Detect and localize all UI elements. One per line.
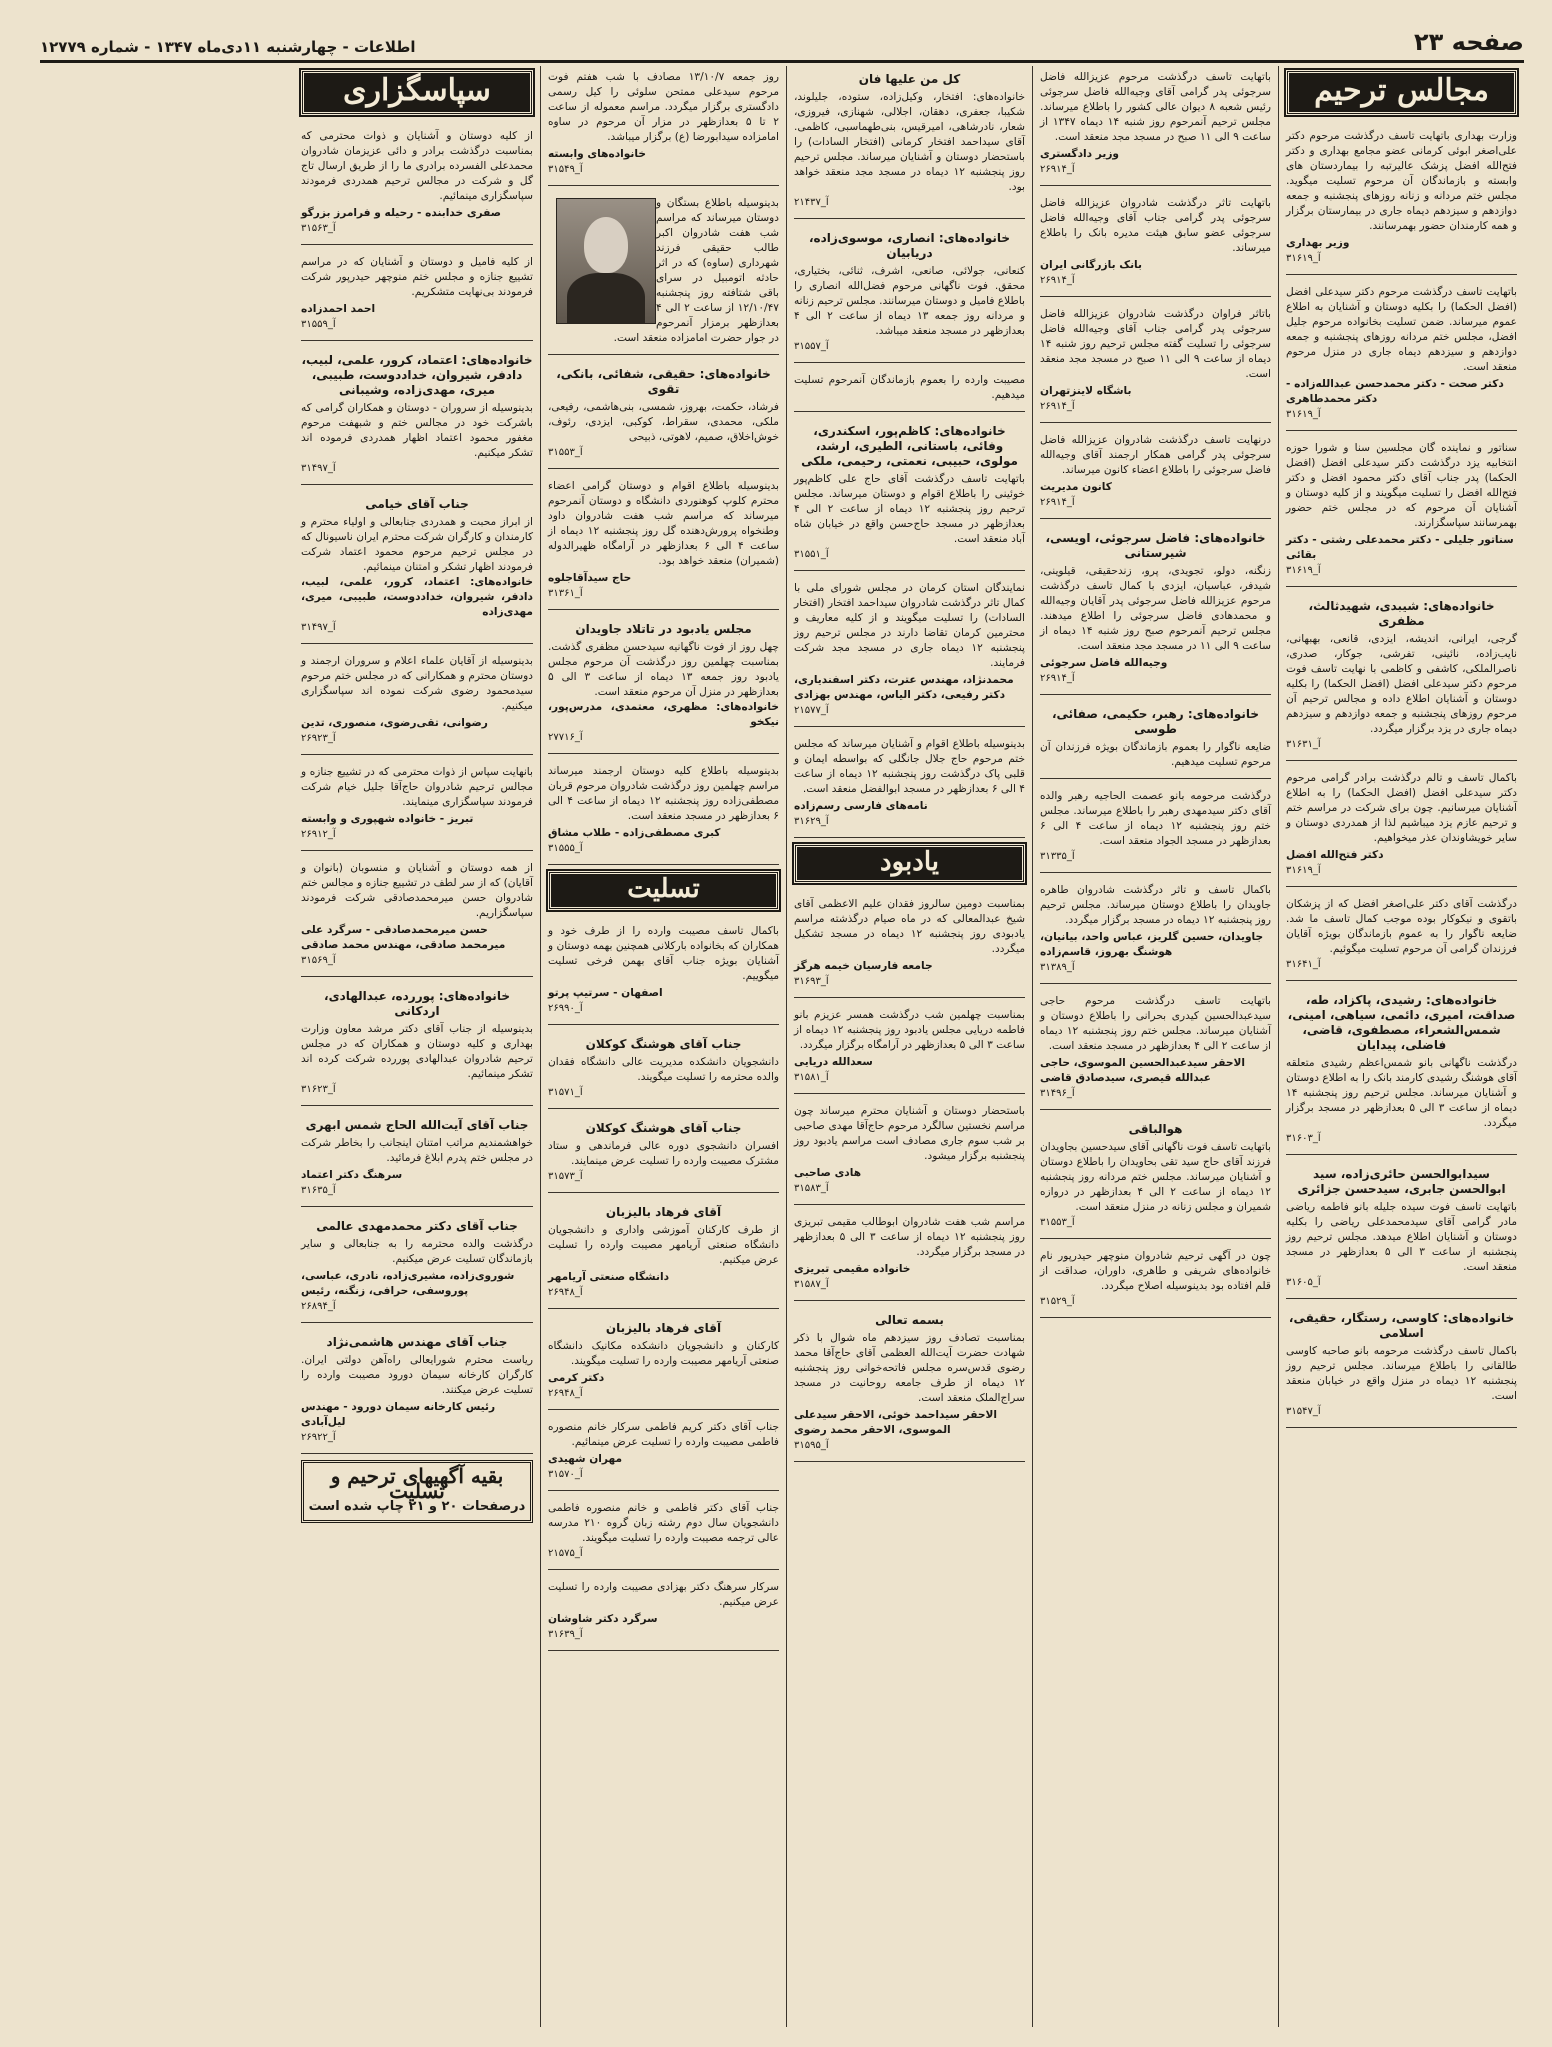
- notice: [1040, 1245, 1271, 1318]
- notice: [548, 1497, 779, 1570]
- notice: [1286, 593, 1517, 761]
- notice-code: آ_۳۱۵۵۳: [1040, 1217, 1075, 1228]
- notice-title: جناب آقای خیامی: [365, 497, 469, 511]
- notice-body: باتاثر فراوان درگذشت شادروان عزیزالله فاضل سرجوئی پدر گرامی جناب آقای وجیه‌الله فاضل سرجوئی را تسلیت گفته مجلس ترحیم روز شنبه ۱۴ دیماه از ساعت ۹ الی ۱۱ صبح در مسجد مجد منعقد است.: [1040, 308, 1271, 380]
- notice-body: باتهایت تاسف فوت سیده جلیله بانو فاطمه ریاضی مادر گرامی آقای سیدمحمدعلی ریاضی را بکلیه دوستان و آشنایان اطلاع میدهد. مجلس ترحیم روز پنجشنبه از ساعت ۳ الی ۵ بعدازظهر در مسجد منعقد است.: [1286, 1201, 1517, 1273]
- notice-signature: باشگاه لاینزتهران: [1040, 385, 1132, 397]
- notice-body: باستحضار دوستان و آشنایان محترم میرساند چون مراسم نخستین سالگرد مرحوم حاج‌آقا مهدی صاحبی بر شب سوم جاری مصادف است مراسم یادبود روز پنجشنبه برگزار میشود.: [794, 1105, 1025, 1162]
- notice-title: خانواده‌های: انصاری، موسوی‌زاده، دریابیان: [808, 231, 1011, 260]
- section-header-thanks: سپاسگزاری: [301, 70, 533, 115]
- notice-families: خانواده‌های: مظهری، معتمدی، مدرس‌پور، نیکخو: [548, 701, 779, 728]
- notice: [1040, 990, 1271, 1110]
- notice-signature: دکتر فتح‌الله افضل: [1286, 849, 1384, 861]
- notice-signature: رئیس کارخانه سیمان دورود - مهندس لیل‌آبادی: [301, 1401, 496, 1428]
- notice-body: گرجی، ایرانی، اندیشه، ایزدی، قانعی، بهبهانی، نایب‌زاده، نائینی، تفرشی، جوکار، صدری، ناصرالملکی، کاشفی و کاظمی با نهایت تاسف فوت مرحوم دکتر سیدعلی افضل (افضل الحکما) را بکلیه دوستان و آشنایان اطلاع داده و مجالس ترحیم آن مرحوم روزهای پنجشنبه و جمعه دوازدهم و سیزدهم دیماه جاری در یزد برگزار میگردد.: [1286, 633, 1517, 735]
- notice-title: جناب آقای دکتر محمدمهدی عالمی: [316, 1219, 518, 1233]
- notice-code: آ_۳۱۵۲۹: [1040, 1296, 1075, 1307]
- notice-signature: وزیر دادگستری: [1040, 148, 1120, 160]
- notice: [1286, 437, 1517, 587]
- notice: [794, 225, 1025, 363]
- notice-code: آ_۳۱۶۳۵: [301, 1185, 336, 1196]
- notice-code: آ_۳۱۵۵۹: [301, 319, 336, 330]
- notice: [548, 66, 779, 186]
- notice-body: مراسم شب هفت شادروان ابوطالب مقیمی تبریزی روز پنجشنبه ۱۲ دیماه از ساعت ۳ الی ۵ بعدازظهر در مسجد برگزار میگردد.: [794, 1216, 1025, 1258]
- column-1: [1278, 66, 1524, 2027]
- notice-body: درگذشت مرحومه بانو عصمت الحاجیه رهبر والده آقای دکتر سیدمهدی رهبر را باطلاع میرساند. مجلس ختم روز پنجشنبه ۱۲ دیماه از ساعت ۴ الی ۶ بعدازظهر در مسجد الجواد منعقد است.: [1040, 790, 1271, 847]
- notice: [794, 1004, 1025, 1094]
- notice-code: آ_۳۱۵۸۷: [794, 1279, 829, 1290]
- portrait-head: [584, 217, 628, 273]
- notice-title: خانواده‌های: کاوسی، رستگار، حقیقی، اسلامی: [1288, 1311, 1515, 1340]
- notice-body: درگذشت آقای دکتر علی‌اصغر افضل که از پزشکان باتقوی و نیکوکار بوده موجب کمال تاسف ما شد. ضایعه ناگوار را به عموم بازماندگان بویژه آقایان فرزندان گرامی آن مرحوم تسلیت میگوئیم.: [1286, 898, 1517, 955]
- column-5: [294, 66, 540, 2027]
- notice-title: خانواده‌های: پوررده، عبدالهادی، اردکانی: [324, 989, 510, 1018]
- notice-code: آ_۳۱۳۸۹: [1040, 962, 1075, 973]
- notice-signature: سعدالله دریایی: [794, 1056, 873, 1068]
- notice-code: آ_۳۱۶۹۳: [794, 976, 829, 987]
- notice-body: کنعانی، جولائی، صانعی، اشرف، ثنائی، بختیاری، محقق. فوت ناگهانی مرحوم فضل‌الله انصاری را باطلاع فامیل و دوستان میرسانند. مجلس ترحیم زنانه و مردانه روز جمعه ۱۳ دیماه از ساعت ۲ الی ۴ بعدازظهر در مسجد منعقد میباشد.: [794, 265, 1025, 337]
- notice: [1286, 1161, 1517, 1299]
- notice: [301, 1213, 533, 1323]
- notice-body: بدینوسیله باطلاع اقوام و آشنایان میرساند که مجلس ختم مرحوم حاج جلال جانگلی که بواسطه ایمان و قلبی پاک درگذشت روز پنجشنبه ۱۲ دیماه از ساعت ۴ الی ۶ بعدازظهر در مسجد ابوالفضل منعقد است.: [794, 738, 1025, 795]
- notice-body: چهل روز از فوت ناگهانیه سیدحسن مظفری گذشت. بمناسبت چهلمین روز درگذشت آن مرحوم مجلس یادبود روز جمعه ۱۳ دیماه از ساعت ۳ الی ۵ بعدازظهر در منزل آن مرحوم منعقد است.: [548, 641, 779, 698]
- notice-signature: سرهنگ دکتر اعتماد: [301, 1169, 403, 1181]
- notice-body: نمایندگان استان کرمان در مجلس شورای ملی با کمال تاثر درگذشت شادروان سیداحمد افتخار (افتخار السادات) را تسلیت میگویند و از کلیه معاریف و محترمین کرمان تقاضا دارند در مجلس ترحیم روز پنجشنبه ۱۲ دیماه جاری در مسجد مجد شرکت فرمایند.: [794, 582, 1025, 669]
- notice-body: سرکار سرهنگ دکتر بهزادی مصیبت وارده را تسلیت عرض میکنیم.: [548, 1581, 779, 1608]
- notice-body: باتهایت تاسف درگذشت آقای حاج علی کاظم‌پور خوئینی را باطلاع اقوام و دوستان میرساند. مجلس ترحیم روز پنجشنبه ۱۲ دیماه از ساعت ۲ الی ۴ بعدازظهر در مسجد حاج‌حسن واقع در خیابان شاه آباد منعقد است.: [794, 473, 1025, 545]
- notice-code: آ_۳۱۵۵۵: [548, 843, 583, 854]
- notice-code: آ_۳۱۶۰۳: [1286, 1133, 1321, 1144]
- notice: [794, 1100, 1025, 1205]
- notice-body: دانشجویان دانشکده مدیریت عالی دانشگاه فقدان والده محترمه را تسلیت میگویند.: [548, 1056, 779, 1083]
- notice-title: خانواده‌های: کاظم‌پور، اسکندری، وفائی، باستانی، الطیری، ارشد، مولوی، حبیبی، نعمتی، رحیمی، ملکی: [801, 424, 1018, 468]
- notice: [1040, 66, 1271, 186]
- notice-body: باتهایت تاسف درگذشت مرحوم دکتر سیدعلی افضل (افضل الحکما) را بکلیه دوستان و آشنایان به اطلاع عموم میرساند. ضمن تسلیت بخانواده مرحوم جلیل افضل، مجلس ختم مردانه روزهای پنجشنبه و جمعه دوازدهم و سیزدهم دیماه جاری در منزل مرحوم منعقد است.: [1286, 286, 1517, 373]
- notice-code: آ_۲۷۷۱۶: [548, 732, 583, 743]
- notice-code: آ_۳۱۶۱۹: [1286, 865, 1321, 876]
- notice-code: آ_۳۱۶۳۹: [548, 1629, 583, 1640]
- notice-body: بانهایت سپاس از ذوات محترمی که در تشییع جنازه و مجالس ترحیم شادروان حاج‌آقا جلیل خیام شرکت فرمودند سپاسگزاری مینمایند.: [301, 766, 533, 808]
- notice-body: جناب آقای دکتر کریم فاطمی سرکار خانم منصوره فاطمی مصیبت وارده را تسلیت عرض مینمائیم.: [548, 1421, 779, 1448]
- notice-code: آ_۳۱۵۷۱: [548, 1087, 583, 1098]
- notice-signature: حسن میرمحمدصادقی - سرگرد علی میرمحمد صادقی، مهندس محمد صادقی: [301, 924, 506, 951]
- masthead: [40, 26, 1524, 63]
- notice-signature: محمدنژاد، مهندس عترت، دکتر اسفندیاری، دکتر رفیعی، دکتر الیاس، مهندس بهزادی: [794, 674, 1014, 701]
- notice-title: جناب آقای آیت‌الله الحاج شمس ابهری: [305, 1118, 529, 1132]
- notice: [301, 857, 533, 977]
- notice-body: چون در آگهی ترحیم شادروان منوچهر حیدرپور نام خانواده‌های شریفی و طاهری، داوران، صداقت از قلم افتاده بود بدینوسیله اصلاح میگردد.: [1040, 1250, 1271, 1292]
- notice-body: فرشاد، حکمت، بهروز، شمسی، بنی‌هاشمی، رفیعی، ملکی، محمدی، سقراط، کوکبی، ایزدی، رئوف، خوش‌اخلاق، صمیم، لاهوتی، ذبیحی: [548, 401, 779, 443]
- notice: [301, 761, 533, 851]
- notice-code: آ_۲۶۹۱۴: [1040, 497, 1075, 508]
- notice-body: از همه دوستان و آشنایان و منسوبان (بانوان و آقایان) که از سر لطف در تشییع جنازه و مجالس ختم شادروان حسن میرمحمدصادقی شرکت فرمودند سپاسگزاریم.: [301, 862, 533, 919]
- notice-code: آ_۳۱۳۳۵: [1040, 851, 1075, 862]
- notice-signature: جاویدان، حسین گلریز، عباس واحد، بیانیان، هوشنگ بهروز، قاسم‌زاده: [1040, 931, 1264, 958]
- notice: [1286, 893, 1517, 981]
- notice: [794, 577, 1025, 727]
- notice-body: بدینوسیله باطلاع اقوام و دوستان گرامی اعضاء محترم کلوپ کوهنوردی دانشگاه و دوستان آنمرحوم میرساند که مراسم شب هفت شادروان داود وطنخواه پرورش‌دهنده گل روز پنجشنبه ۱۲ دیماه از ساعت ۴ الی ۶ بعدازظهر در آرامگاه ظهیرالدوله (شمیران) منعقد خواهد بود.: [548, 480, 779, 567]
- notice-title: سیدابوالحسن حائری‌زاده، سید ابوالحسن جابری، سیدحسن جزائری: [1297, 1167, 1506, 1196]
- notice-body: ضایعه ناگوار را بعموم بازماندگان بویژه فرزندان آن مرحوم تسلیت میدهیم.: [1040, 741, 1271, 768]
- notice-code: آ_۳۱۵۹۵: [794, 1440, 829, 1451]
- notice: [794, 369, 1025, 412]
- notice-signature: صفری خدابنده - رحیله و فرامرز بزرگو: [301, 207, 502, 219]
- notice-body: خواهشمندیم مراتب امتنان اینجانب را بخاطر شرکت در مجلس ختم پدرم ابلاغ فرمائید.: [301, 1137, 533, 1164]
- notice: [1040, 785, 1271, 873]
- portrait-photo: [556, 198, 656, 324]
- notice: [1040, 1116, 1271, 1239]
- column-2: [1032, 66, 1278, 2027]
- notice-code: آ_۳۱۶۲۹: [794, 816, 829, 827]
- continued-title: بقیه آگهیهای ترحیم و تسلیت: [330, 1464, 504, 1503]
- notice-signature: شوروی‌زاده، مشیری‌زاده، نادری، عباسی، پوروسفی، حرافی، زنگنه، رئیس: [301, 1270, 515, 1297]
- notice-code: آ_۳۱۶۲۳: [301, 1084, 336, 1095]
- column-4: [540, 66, 786, 2027]
- page-number: صفحه ۲۳: [1414, 28, 1524, 56]
- notice: [301, 491, 533, 644]
- notice-code: آ_۲۶۹۲۳: [301, 733, 336, 744]
- notice-code: آ_۳۱۶۱۹: [1286, 253, 1321, 264]
- notice: [794, 893, 1025, 998]
- notice: [548, 616, 779, 754]
- notice: [548, 1416, 779, 1491]
- notice-signature: بانک بازرگانی ایران: [1040, 259, 1143, 271]
- notice-body: بدینوسیله از سروران - دوستان و همکاران گرامی که باشرکت خود در مجالس ختم و شبهفت مرحوم مغفور محمود اعتماد اظهار همدردی فرموده اند تشکر میکنیم.: [301, 402, 533, 459]
- notice-body: روز جمعه ۱۳/۱۰/۷ مصادف با شب هفتم فوت مرحوم سیدعلی ممتحن سلوئی را کیل رسمی دادگستری برگزار میگردد. مراسم معموله از ساعت ۲ تا ۵ بعدازظهر در مزار آن مرحوم در ساوه امامزاده سیدابورضا (ع) برگزار میباشد.: [548, 71, 779, 143]
- notice-title: جناب آقای هوشنگ کوکلان: [585, 1037, 742, 1051]
- notice-signature: سناتور جلیلی - دکتر محمدعلی رشتی - دکتر بقائی: [1286, 534, 1514, 561]
- notice-code: آ_۳۱۴۹۷: [301, 463, 336, 474]
- notice-signature: مهران شهیدی: [548, 1453, 623, 1465]
- notice-code: آ_۳۱۵۶۹: [301, 955, 336, 966]
- notice-body: باکمال تاسف و تالم درگذشت برادر گرامی مرحوم دکتر سیدعلی افضل (افضل الحکما) را به اطلاع آشنایان میرسانیم. چون برای شرکت در مراسم ختم و ترحیم عازم یزد میباشیم لذا از همدردی دوستان و سایر خویشاوندان عذر میخواهیم.: [1286, 772, 1517, 844]
- notice: [548, 1315, 779, 1410]
- notice-code: آ_۲۶۹۱۲: [301, 829, 336, 840]
- continued-notice-box: [301, 1460, 533, 1523]
- notice: [548, 1199, 779, 1309]
- notice-signature: وزیر بهداری: [1286, 237, 1350, 249]
- notice-title: خانواده‌های: فاضل سرجوئی، اویسی، شیرستانی: [1045, 531, 1266, 560]
- notice-title: خانواده‌های: رشیدی، پاکزاد، طه، صداقت، امیری، دائمی، سیاهی، امینی، شمس‌الشعراء، مصطفوی، قاضی، فاضلی، پیدایان: [1287, 993, 1516, 1052]
- notice-code: آ_۲۶۹۴۸: [548, 1388, 583, 1399]
- notice-body: خانواده‌های: افتخار، وکیل‌زاده، ستوده، جلیلوند، شکیبا، جعفری، دهقان، اجلالی، شهنازی، فیروزی، شعار، نادرشاهی، امیرقیس، بنی‌طهماسبی، کاظمی. آقای سیداحمد افتخار کرمانی (افتخار السادات) را باستحضار دوستان و آشنایان میرساند. مجلس ترحیم روز پنجشنبه ۱۲ دیماه در مسجد مجد منعقد خواهد بود.: [794, 91, 1026, 193]
- notice: [548, 475, 779, 610]
- notice-title: جناب آقای هوشنگ کوکلان: [585, 1121, 742, 1135]
- notice-body: جناب آقای دکتر فاطمی و خانم منصوره فاطمی دانشجویان سال دوم رشته زبان گروه ۲۱۰ مدرسه عالی ترجمه مصیبت وارده را تسلیت میگویند.: [548, 1502, 779, 1544]
- notice-title: مجلس یادبود در تاتلاد جاویدان: [575, 622, 752, 636]
- continued-pages: درصفحات ۲۰ و ۲۱ چاپ شده است: [308, 1499, 526, 1514]
- notice-code: آ_۳۱۵۶۳: [301, 223, 336, 234]
- notice: [301, 347, 533, 485]
- notice-code: آ_۳۱۶۱۹: [1286, 565, 1321, 576]
- notice-code: آ_۳۱۵۷۳: [548, 1171, 583, 1182]
- notice: [301, 1112, 533, 1207]
- notice: [794, 733, 1025, 838]
- notice-signature: دکتر کرمی: [548, 1372, 605, 1384]
- notice-signature: خانواده‌های وابسته: [548, 148, 646, 160]
- notice-code: آ_۲۶۹۱۴: [1040, 673, 1075, 684]
- issue-line: اطلاعات - چهارشنبه ۱۱دی‌ماه ۱۳۴۷ - شماره ۱۲۷۷۹: [40, 38, 416, 56]
- notice-signature: خانواده مقیمی تبریزی: [794, 1263, 911, 1275]
- notice-code: آ_۲۱۵۷۵: [548, 1548, 583, 1559]
- notice-body: باتهایت تاسف درگذشت مرحوم عزیزالله فاضل سرجوئی پدر گرامی آقای وجیه‌الله فاضل سرجوئی رئیس شعبه ۸ دیوان عالی کشور را باطلاع میرساند. مجلس ترحیم آنمرحوم روز شنبه ۱۴ دیماه ۱۳۴۷ از ساعت ۹ الی ۱۱ صبح در مسجد مجد منعقد است.: [1040, 71, 1271, 143]
- notice: [1286, 125, 1517, 275]
- notice: [548, 920, 779, 1025]
- notice-body: مصیبت وارده را بعموم بازماندگان آنمرحوم تسلیت میدهیم.: [794, 374, 1025, 401]
- notice-title: هوالباقی: [1128, 1122, 1183, 1136]
- notice-body: از طرف کارکنان آموزشی واداری و دانشجویان دانشگاه صنعتی آریامهر مصیبت وارده را تسلیت عرض میکنیم.: [548, 1224, 779, 1266]
- notice-code: آ_۳۱۶۴۱: [1286, 959, 1321, 970]
- section-header: تسلیت: [548, 871, 779, 910]
- notice: [301, 251, 533, 341]
- notice-code: آ_۳۱۵۷۰: [548, 1469, 583, 1480]
- notice: [1040, 192, 1271, 297]
- notice-signature: تبریز - خانواده شهپوری و وابسته: [301, 813, 474, 825]
- notice-signature: نامه‌های فارسی رسم‌زاده: [794, 800, 928, 812]
- notice-code: آ_۳۱۵۵۷: [794, 341, 829, 352]
- columns: [40, 66, 1524, 2027]
- notice: [1286, 767, 1517, 887]
- notice-code: آ_۳۱۵۸۱: [794, 1072, 829, 1083]
- notice-code: آ_۳۱۵۴۹: [548, 164, 583, 175]
- notice: [301, 125, 533, 245]
- notice-code: آ_۲۶۸۹۴: [301, 1301, 336, 1312]
- notice: [1040, 879, 1271, 984]
- notice-body: بمناسبت دومین سالروز فقدان علیم الاعظمی آقای شیخ عبدالمعالی که در ماه صیام درگذشته مراسم یادبودی روز پنجشنبه ۱۲ دیماه در مسجد تشکیل میگردد.: [794, 898, 1025, 955]
- notice-code: آ_۳۱۶۳۱: [1286, 739, 1321, 750]
- notice-signature: وجیه‌الله فاضل سرجوئی: [1040, 657, 1168, 669]
- notice-code: آ_۳۱۴۹۷: [301, 622, 336, 633]
- notice-title: آقای فرهاد بالیزبان: [605, 1321, 722, 1335]
- notice-body: سناتور و نماینده گان مجلسین سنا و شورا حوزه انتخابیه یزد درگذشت دکتر سیدعلی افضل (افضل الحکما) پدر جناب آقای دکتر محمود افضل و دکتر فتح‌الله افضل را تسلیت میگویند و از کلیه دوستان و آشنایان آن مرحوم که در مجلس ختم حضور بهمرسانند سپاسگزارند.: [1286, 442, 1517, 529]
- notice-title: آقای فرهاد بالیزبان: [605, 1205, 722, 1219]
- notice: [301, 983, 533, 1106]
- notice-body: درگذشت والده محترمه را به جنابعالی و سایر بازماندگان تسلیت عرض میکنیم.: [301, 1238, 533, 1265]
- notice-code: آ_۳۱۶۰۵: [1286, 1277, 1321, 1288]
- notice-body: افسران دانشجوی دوره عالی فرماندهی و ستاد مشترک مصیبت وارده را تسلیت عرض مینمایند.: [548, 1140, 779, 1167]
- notice-body: باکمال تاسف مصیبت وارده را از طرف خود و همکاران که بخانواده بارکلانی همچنین بهمه دوستان و آشنایان بویژه جناب آقای بهمن فرخی تسلیت میگوییم.: [548, 925, 779, 982]
- notice-code: آ_۲۶۹۱۴: [1040, 164, 1075, 175]
- notice-code: آ_۲۱۵۷۷: [794, 705, 829, 716]
- notice-code: آ_۳۱۶۱۹: [1286, 409, 1321, 420]
- notice-signature: دانشگاه صنعتی آریامهر: [548, 1271, 670, 1283]
- notice-body: باکمال تاسف درگذشت مرحومه بانو صاحبه کاوسی طالقانی را باطلاع میرساند. مجلس ترحیم روز پنجشنبه ۱۲ دیماه در منزل واقع در خیابان منعقد است.: [1286, 1345, 1517, 1402]
- portrait-body: [567, 273, 645, 324]
- notice-code: آ_۳۱۳۶۱: [548, 588, 583, 599]
- notice-signature: سرگرد دکتر شاوشان: [548, 1613, 658, 1625]
- notice-body: بمناسبت تصادف روز سیزدهم ماه شوال با ذکر شهادت حضرت آیت‌الله العظمی آقای حاج‌آقا محمد رضوی قدس‌سره مجلس فاتحه‌خوانی روز پنجشنبه ۱۲ دیماه از طرف جامعه روحانیت در مسجد سراج‌الملک منعقد است.: [794, 1332, 1025, 1404]
- notice-families: خانواده‌های: اعتماد، کرور، علمی، لبیب، دادفر، شیروان، خداددوست، طبیبی، میری، مهدی‌زاده: [301, 576, 533, 618]
- notice-body: بدینوسیله باطلاع کلیه دوستان ارجمند میرساند مراسم چهلمین روز درگذشت شادروان مرحوم قربان مصطفی‌زاده روز پنجشنبه ۱۲ دیماه از ساعت ۴ الی ۶ بعدازظهر در مسجد منعقد است.: [548, 765, 780, 822]
- notice-title: بسمه تعالی: [875, 1313, 944, 1327]
- notice-signature: کبری مصطفی‌زاده - طلاب مشاق: [548, 827, 721, 839]
- notice-code: آ_۳۱۴۹۶: [1040, 1088, 1075, 1099]
- notice: [794, 1211, 1025, 1301]
- notice: [548, 192, 779, 355]
- notice-code: آ_۳۱۵۵۳: [548, 447, 583, 458]
- notice-body: بدینوسیله از آقایان علماء اعلام و سروران ارجمند و دوستان محترم و همکارانی که در مجلس ختم مرحوم سیدمحمود رضوی شرکت نموده اند سپاسگزاری میکنیم.: [301, 655, 533, 712]
- notice-signature: الاحقر سیدعبدالحسین الموسوی، حاجی عبدالله قیصری، سیدصادق قاضی: [1040, 1057, 1245, 1084]
- notice-signature: دکتر صحت - دکتر محمدحسن عبدالله‌زاده - دکتر محمدطاهری: [1286, 378, 1504, 405]
- notice-body: بدینوسیله از جناب آقای دکتر مرشد معاون وزارت بهداری و کلیه دوستان و همکاران که در مجلس ترحیم شادروان عبدالهادی پوررده شرکت کرده اند تشکر مینمائیم.: [301, 1023, 533, 1080]
- notice: [548, 361, 779, 469]
- notice-code: آ_۳۱۵۵۱: [794, 549, 829, 560]
- notice-body: کارکنان و دانشجویان دانشکده مکانیک دانشگاه صنعتی آریامهر مصیبت وارده را تسلیت میگویند.: [548, 1340, 779, 1367]
- notice-body: از کلیه فامیل و دوستان و آشنایان که در مراسم تشییع جنازه و مجلس ختم منوچهر حیدرپور شرکت فرمودند بی‌نهایت متشکریم.: [301, 256, 533, 298]
- notice: [301, 1329, 533, 1454]
- notice: [794, 66, 1025, 219]
- notice-body: درنهایت تاسف درگذشت شادروان عزیزالله فاضل سرجوئی پدر گرامی همکار ارجمند آقای وجیه‌الله فاضل سرجوئی را باطلاع اعضاء کانون میرساند.: [1040, 434, 1271, 476]
- notice-body: باتهایت تاسف درگذشت مرحوم حاجی سیدعبدالحسین کیدری بحرانی را باطلاع دوستان و آشنایان میرساند. مجلس ختم روز پنجشنبه ۱۲ دیماه از ساعت ۲ الی ۴ بعدازظهر در مسجد منعقد است.: [1040, 995, 1272, 1052]
- notice-body: وزارت بهداری باتهایت تاسف درگذشت مرحوم دکتر علی‌اصغر ابوئی کرمانی عضو مجامع بهداری و دکتر فتح‌الله افضل پزشک عالیرتبه را بیماردستان های وابسته و بازماندگان آن مرحوم تسلیت میگوید. مجلس ختم مردانه و زنانه روزهای پنجشنبه و جمعه دوازدهم و سیزدهم دیماه جاری در بیمارستان برگزار و همه کارمندان حضور بهمرسانند.: [1286, 130, 1517, 232]
- notice-signature: هادی صاحبی: [794, 1167, 862, 1179]
- notice: [548, 1115, 779, 1193]
- notice-title: کل من علیها فان: [858, 72, 961, 86]
- notice-code: آ_۳۱۵۴۷: [1286, 1406, 1321, 1417]
- notice-code: آ_۳۱۵۸۳: [794, 1183, 829, 1194]
- notice-title: جناب آقای مهندس هاشمی‌نژاد: [326, 1335, 508, 1349]
- notice-body: باکمال تاسف و تاثر درگذشت شادروان طاهره جاویدان را باطلاع دوستان میرساند. مجلس ترحیم روز پنجشنبه ۱۲ دیماه در مسجد برگزار میگردد.: [1040, 884, 1271, 926]
- notice-code: آ_۲۶۹۹۰: [548, 1003, 583, 1014]
- notice-signature: کانون مدیریت: [1040, 481, 1112, 493]
- notice-code: آ_۲۶۹۴۸: [548, 1287, 583, 1298]
- notice: [548, 1031, 779, 1109]
- notice: [794, 1307, 1025, 1462]
- notice-signature: الاحقر سیداحمد خوئی، الاحقر سیدعلی الموسوی، الاحقر محمد رضوی: [794, 1409, 997, 1436]
- notice: [794, 418, 1025, 571]
- notice-body: ریاست محترم شورایعالی راه‌آهن دولتی ایران. کارگران کارخانه سیمان دورود مصیبت وارده را تسلیت عرض میکنند.: [301, 1354, 533, 1396]
- notice: [1040, 303, 1271, 423]
- notice-body: درگذشت ناگهانی بانو شمس‌اعظم رشیدی متعلقه آقای هوشنگ رشیدی کارمند بانک را به اطلاع دوستان و آشنایان میرساند. مجلس ترحیم روز پنجشنبه ۱۴ دیماه از ساعت ۳ الی ۵ بعدازظهر در مسجد برگزار میگردد.: [1286, 1057, 1517, 1129]
- notice: [1040, 429, 1271, 519]
- notice-body: زنگنه، دولو، تجویدی، پرو، زندحقیقی، قیلوینی، شیدفر، عباسیان، ایزدی با کمال تاسف درگذشت مرحوم عزیزالله فاضل سرجوئی پدر آقایان وجیه‌الله و محمدهادی فاضل سرجوئی را اطلاع میدهند. مجلس ترحیم آنمرحوم صبح روز شنبه ۱۴ دیماه از ساعت ۹ الی ۱۱ در مسجد مجد منعقد است.: [1040, 565, 1271, 652]
- notice-signature: رضوانی، تقی‌رضوی، منصوری، تدین: [301, 717, 488, 729]
- notice-body: بمناسبت چهلمین شب درگذشت همسر عزیزم بانو فاطمه دریایی مجلس یادبود روز پنجشنبه ۱۲ دیماه از ساعت ۳ الی ۵ بعدازظهر در آرامگاه برگزار میگردد.: [794, 1009, 1025, 1051]
- notice: [1286, 987, 1517, 1155]
- notice-title: خانواده‌های: حقیقی، شفائی، بانکی، تقوی: [556, 367, 771, 396]
- notice: [1040, 525, 1271, 695]
- notice-body: باتهایت تاثر درگذشت شادروان عزیزالله فاضل سرجوئی پدر گرامی جناب آقای وجیه‌الله فاضل سرجوئی عضو سابق هیئت مدیره بانک را باطلاع میرساند.: [1040, 197, 1271, 254]
- notice-title: خانواده‌های: شیبدی، شهیدثالث، مظفری: [1308, 599, 1495, 628]
- notice-body: بدینوسیله باطلاع بستگان و دوستان میرساند که مراسم شب هفت شادروان اکبر طالب حقیقی فرزند شهرداری (ساوه) که در اثر حادثه اتومبیل در سرای باقی شتافته روز پنجشنبه ۱۲/۱۰/۴۷ از ساعت ۲ الی ۴ بعدازظهر برمزار آنمرحوم در جوار حضرت امامزاده منعقد است.: [613, 197, 779, 344]
- notice-body: از کلیه دوستان و آشنایان و ذوات محترمی که بمناسبت درگذشت برادر و دائی عزیزمان شادروان محمدعلی الفسرده برادری ما را از طریق ارسال تاج گل و شرکت در مجالس ترحیم همدردی فرمودند سپاسگزاری مینمائیم.: [301, 130, 533, 202]
- notice-signature: حاج سیدآقاجلوه: [548, 572, 632, 584]
- notice: [548, 1576, 779, 1651]
- notice-signature: احمد احمدزاده: [301, 303, 376, 315]
- notice-title: خانواده‌های: اعتماد، کرور، علمی، لبیب، دادفر، شیروان، خداددوست، طبیبی، میری، مهدی‌زاده، وشیبانی: [301, 353, 533, 397]
- section-header-mourning: مجالس ترحیم: [1286, 70, 1517, 115]
- notice: [301, 650, 533, 755]
- notice-code: آ_۲۶۹۱۴: [1040, 275, 1075, 286]
- notice: [1040, 701, 1271, 779]
- notice-title: خانواده‌های: رهبر، حکیمی، صفائی، طوسی: [1051, 707, 1260, 736]
- notice-body: از ابراز محبت و همدردی جنابعالی و اولیاء محترم و کارمندان و کارگران شرکت محترم ایران ناسیونال که در مجلس ترحیم مرحوم محمود اعتماد شرکت فرمودند اظهار تشکر و امتنان مینمائیم.: [301, 516, 533, 573]
- notice: [1286, 281, 1517, 431]
- notice-code: آ_۲۶۹۱۴: [1040, 401, 1075, 412]
- notice-signature: اصفهان - سرتیپ پرتو: [548, 987, 663, 999]
- notice: [1286, 1305, 1517, 1428]
- notice-signature: جامعه فارسیان خیمه هرگز: [794, 960, 933, 972]
- column-3: [786, 66, 1032, 2027]
- notice-code: آ_۲۱۴۳۷: [794, 197, 829, 208]
- section-header: یادبود: [794, 844, 1025, 883]
- notice-body: باتهایت تاسف فوت ناگهانی آقای سیدحسین بجاویدان فرزند آقای حاج سید تقی بحاویدان را باطلاع دوستان و آشنایان میرساند. مجلس ختم مردانه روز پنجشنبه ۱۲ دیماه از ساعت ۲ الی ۴ بعدازظهر در دروازه شمیران و مجلس زنانه در منزل منعقد است.: [1040, 1141, 1271, 1213]
- notice-code: آ_۲۶۹۲۲: [301, 1432, 336, 1443]
- notice: [548, 760, 779, 865]
